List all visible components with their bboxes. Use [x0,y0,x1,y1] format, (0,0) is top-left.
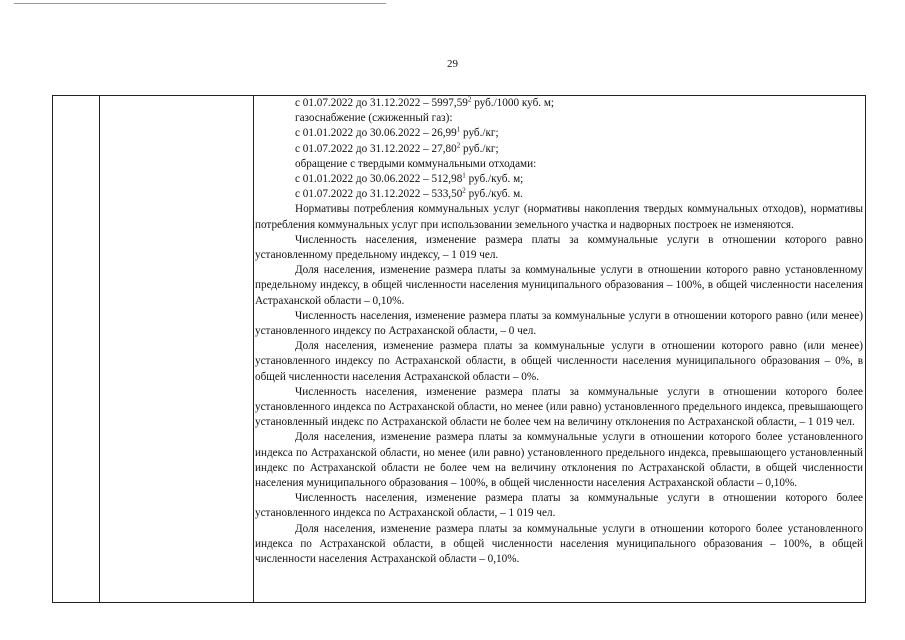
column-divider-1 [99,96,100,602]
tariff-line: с 01.07.2022 до 31.12.2022 – 533,50$^2$ руб./куб. м. [295,186,523,201]
table-text-cell [255,96,863,567]
paragraph-population-equal-limit: Численность населения, изменение размера платы за коммунальные услуги в отношении которого равно установленному предельному индексу, – 1 019 чел. [255,233,863,262]
paragraph-norms: Нормативы потребления коммунальных услуг (нормативы накопления твердых коммунальных отходов), нормативы потребления коммунальных услуг при использовании земельного участка и надворных построек не изменяются. [255,203,863,231]
tariff-heading: газоснабжение (сжиженный газ): [295,112,453,125]
tariff-line: с 01.01.2022 до 30.06.2022 – 512,98$^1$ руб./куб. м; [295,171,524,186]
document-table [52,95,866,603]
tariff-heading: обращение с твердыми коммунальными отходами: [295,157,537,170]
paragraph-share-equal-limit: Доля населения, изменение размера платы за коммунальные услуги в отношении которого равно установленному предельному индексу, в общей численности населения муниципального образования – 100%, в общей численности населения Астраханской области – 0,10%. [255,264,863,307]
paragraph-share-above-index: Доля населения, изменение размера платы за коммунальные услуги в отношении которого более установленного индекса по Астраханской области, в общей численности населения муниципального образования – 100%, в общей численности населения Астраханской области – 0,10%. [255,522,863,566]
tariff-line: с 01.07.2022 до 31.12.2022 – 5997,59$^2$ руб./1000 куб. м; [295,95,555,109]
top-divider [14,3,386,4]
paragraph-share-below-index: Доля населения, изменение размера платы за коммунальные услуги в отношении которого равно (или менее) установленного индексу по Астраханской области, в общей численности населения муниципального образования – 0%, в общей численности населения Астраханской области – 0%. [255,340,863,383]
paragraph-share-within-deviation: Доля населения, изменение размера платы за коммунальные услуги в отношении которого более установленного индекса по Астраханской области, но менее (или равно) установленного предельного индекса, превышающего установленный индекс по Астраханской области не более чем на величину отклонения по Астраханской области, в общей численности населения муниципального образования – 100%, в общей численности населения Астраханской области – 0,10%. [255,431,863,490]
tariff-line: с 01.01.2022 до 30.06.2022 – 26,99$^1$ руб./кг; [295,125,499,140]
column-divider-2 [253,96,254,602]
tariff-line: с 01.07.2022 до 31.12.2022 – 27,80$^2$ руб./кг; [295,140,499,155]
paragraph-population-within-deviation: Численность населения, изменение размера платы за коммунальные услуги в отношении которого более установленного индекса по Астраханской области, но менее (или равно) установленного предельного индекса, превышающего установленный индекс по Астраханской области не более чем на величину отклонения по Астраханской области, – 1 019 чел. [255,385,863,429]
paragraph-population-above-index: Численность населения, изменение размера платы за коммунальные услуги в отношении которого более установленного индекса по Астраханской области, – 1 019 чел. [255,492,863,520]
paragraph-population-below-index: Численность населения, изменение размера платы за коммунальные услуги в отношении которого равно (или менее) установленного индексу по Астраханской области, – 0 чел. [255,309,863,338]
page-number: 29 [447,58,458,70]
